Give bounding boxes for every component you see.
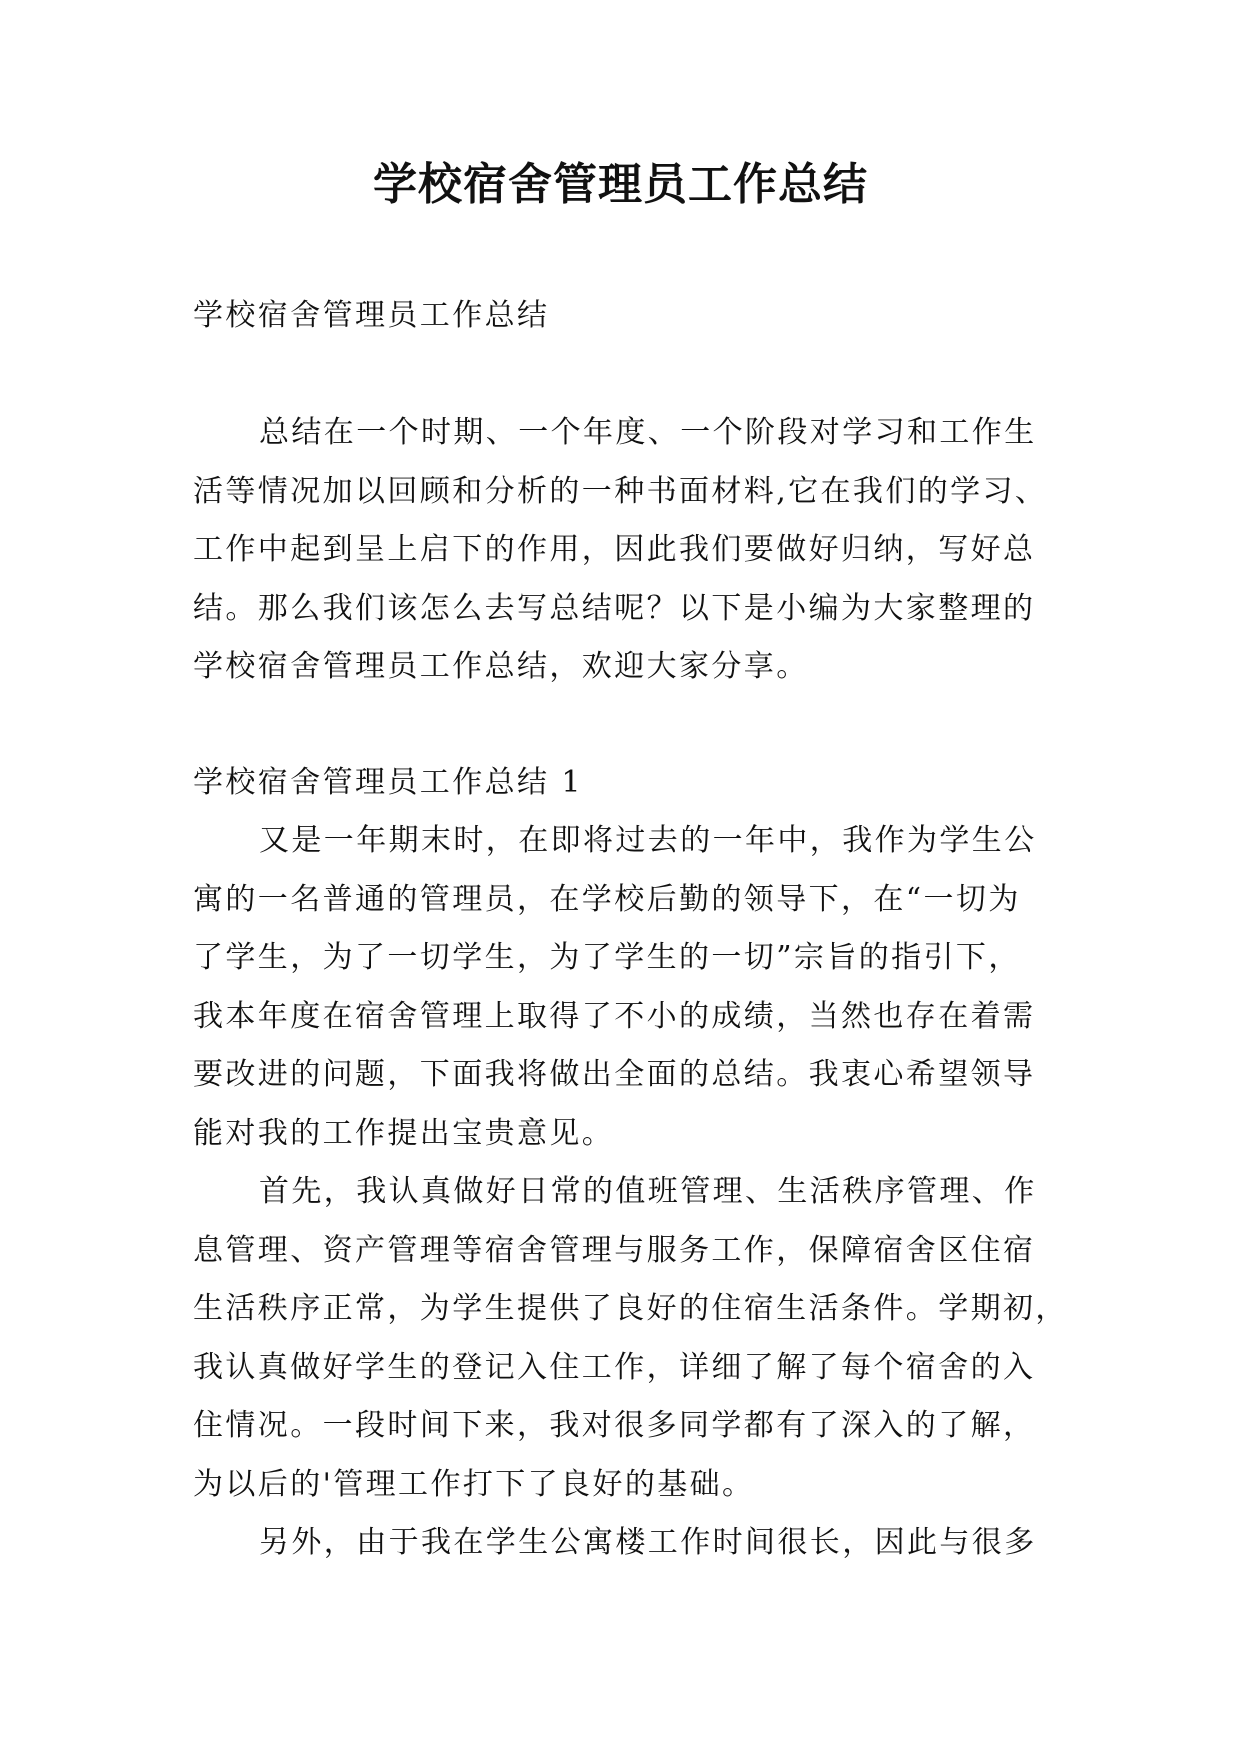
paragraph-line: 我认真做好学生的登记入住工作，详细了解了每个宿舍的入 [193, 1349, 1036, 1385]
paragraph-line: 活等情况加以回顾和分析的一种书面材料,它在我们的学习、 [193, 473, 1048, 509]
paragraph-line: 要改进的问题，下面我将做出全面的总结。我衷心希望领导 [193, 1057, 1036, 1092]
paragraph-line: 生活秩序正常，为学生提供了良好的住宿生活条件。学期初， [193, 1291, 1068, 1326]
paragraph-line: 了学生，为了一切学生，为了学生的一切”宗旨的指引下， [193, 940, 1021, 975]
section-body [193, 812, 1068, 1573]
paragraph-line: 住情况。一段时间下来，我对很多同学都有了深入的了解， [193, 1408, 1036, 1443]
paragraph-line: 另外，由于我在学生公寓楼工作时间很长，因此与很多 [259, 1525, 1037, 1560]
paragraph-line: 我本年度在宿舍管理上取得了不小的成绩，当然也存在着需 [193, 998, 1036, 1034]
paragraph-line: 息管理、资产管理等宿舍管理与服务工作，保障宿舍区住宿 [193, 1232, 1036, 1268]
paragraph-line: 又是一年期末时，在即将过去的一年中，我作为学生公 [259, 823, 1037, 858]
paragraph-line: 总结在一个时期、一个年度、一个阶段对学习和工作生 [259, 415, 1037, 450]
paragraph-line: 工作中起到呈上启下的作用，因此我们要做好归纳，写好总 [193, 532, 1036, 567]
paragraph-line: 学校宿舍管理员工作总结，欢迎大家分享。 [193, 649, 809, 684]
section-heading-text: 学校宿舍管理员工作总结 1 [193, 765, 583, 800]
paragraph-line: 首先，我认真做好日常的值班管理、生活秩序管理、作 [259, 1174, 1037, 1209]
paragraph-line: 为以后的'管理工作打下了良好的基础。 [193, 1466, 755, 1502]
paragraph-line: 寓的一名普通的管理员，在学校后勤的领导下，在“一切为 [193, 881, 1021, 917]
document-title: 学校宿舍管理员工作总结 [373, 159, 868, 210]
subtitle-text: 学校宿舍管理员工作总结 [193, 298, 550, 333]
document-subtitle [193, 287, 1053, 346]
paragraph-line: 结。那么我们该怎么去写总结呢？以下是小编为大家整理的 [193, 590, 1036, 626]
section-heading [193, 754, 1053, 813]
paragraph-line: 能对我的工作提出宝贵意见。 [193, 1115, 615, 1151]
intro-paragraph [193, 404, 1053, 697]
